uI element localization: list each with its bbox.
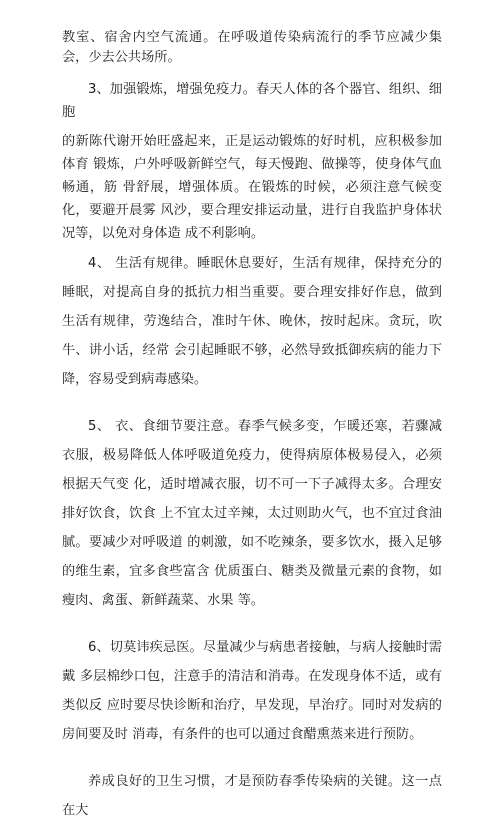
paragraph-seek-treatment: 6、切莫讳疾忌医。尽量减少与病患者接触，与病人接触时需戴 多层棉纱口包，注意手的清洁和消毒。在发现身体不适，或有类似反 应时要尽快诊断和治疗，早发现，早治疗。同时对发病的房间要及时 消毒，有条件的也可以通过食醋熏蒸来进行预防。 bbox=[62, 640, 442, 742]
paragraph-ventilation: 教室、宿舍内空气流通。在呼吸道传染病流行的季节应减少集会，少去公共场所。 bbox=[62, 30, 442, 65]
paragraph-exercise-heading: 3、加强锻炼，增强免疫力。春天人体的各个器官、组织、细胞 bbox=[62, 82, 442, 120]
paragraph-clothing-food: 5、 衣、食细节要注意。春季气候多变，乍暖还寒，若骤减衣服，极易降低人体呼吸道免疫力，使得病原体极易侵入，必须根据天气变 化，适时增减衣服，切不可一下子减得太多。合理安排好饮食，饮食 上不宜太过辛辣，太过则助火气，也不宜过食油腻。要减少对呼吸道 的刺激，如不吃辣条，要多饮水，摄入足够的维生素，宜多食些富含 优质蛋白、糖类及微量元素的食物，如瘦肉、禽蛋、新鲜蔬菜、水果 等。 bbox=[62, 419, 442, 608]
paragraph-exercise-body: 的新陈代谢开始旺盛起来，正是运动锻炼的好时机，应积极参加体育 锻炼，户外呼吸新鲜空气，每天慢跑、做操等，使身体气血畅通，筋 骨舒展，增强体质。在锻炼的时候，必须注意气候变化，要避开晨雾 风沙，要合理安排运动量，进行自我监护身体状况等，以免对身体造 成不利影响。 bbox=[62, 134, 442, 241]
paragraph-regular-life: 4、 生活有规律。睡眠休息要好，生活有规律，保持充分的睡眠，对提高自身的抵抗力相当重要。要合理安排好作息，做到生活有规律，劳逸结合，准时午休、晚休，按时起床。贪玩，吹牛、讲小话，经常 会引起睡眠不够，必然导致抵御疾病的能力下降，容易受到病毒感染。 bbox=[62, 256, 442, 387]
paragraph-hygiene-habits: 养成良好的卫生习惯，才是预防春季传染病的关键。这一点在大 bbox=[62, 774, 442, 818]
